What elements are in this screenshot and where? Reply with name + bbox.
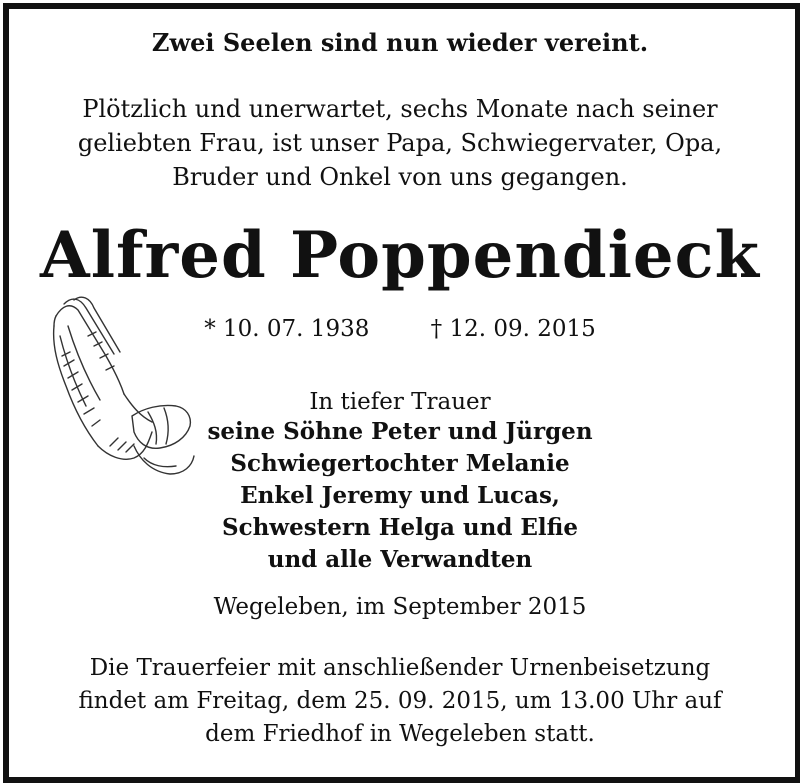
ceremony-line: findet am Freitag, dem 25. 09. 2015, um 13.00 Uhr auf [78, 688, 722, 714]
headline: Zwei Seelen sind nun wieder vereint. [151, 28, 649, 57]
mourner-line: und alle Verwandten [267, 546, 533, 573]
place-date: Wegeleben, im September 2015 [213, 594, 587, 620]
death-date: † 12. 09. 2015 [430, 316, 596, 342]
mourner-line: Schwestern Helga und Elfie [221, 514, 579, 541]
deceased-name: Alfred Poppendieck [40, 218, 760, 293]
mourner-line: Enkel Jeremy und Lucas, [240, 482, 560, 509]
mourner-line: seine Söhne Peter und Jürgen [207, 418, 593, 445]
intro-line: geliebten Frau, ist unser Papa, Schwiegervater, Opa, [77, 129, 723, 157]
intro-line: Bruder und Onkel von uns gegangen. [172, 163, 628, 191]
intro-line: Plötzlich und unerwartet, sechs Monate nach seiner [82, 95, 718, 123]
mourners-intro: In tiefer Trauer [309, 389, 491, 415]
birth-date: * 10. 07. 1938 [204, 316, 370, 342]
ceremony-line: Die Trauerfeier mit anschließender Urnenbeisetzung [89, 655, 711, 681]
ceremony-line: dem Friedhof in Wegeleben statt. [205, 721, 595, 747]
mourner-line: Schwiegertochter Melanie [230, 450, 570, 477]
life-dates [0, 316, 800, 342]
